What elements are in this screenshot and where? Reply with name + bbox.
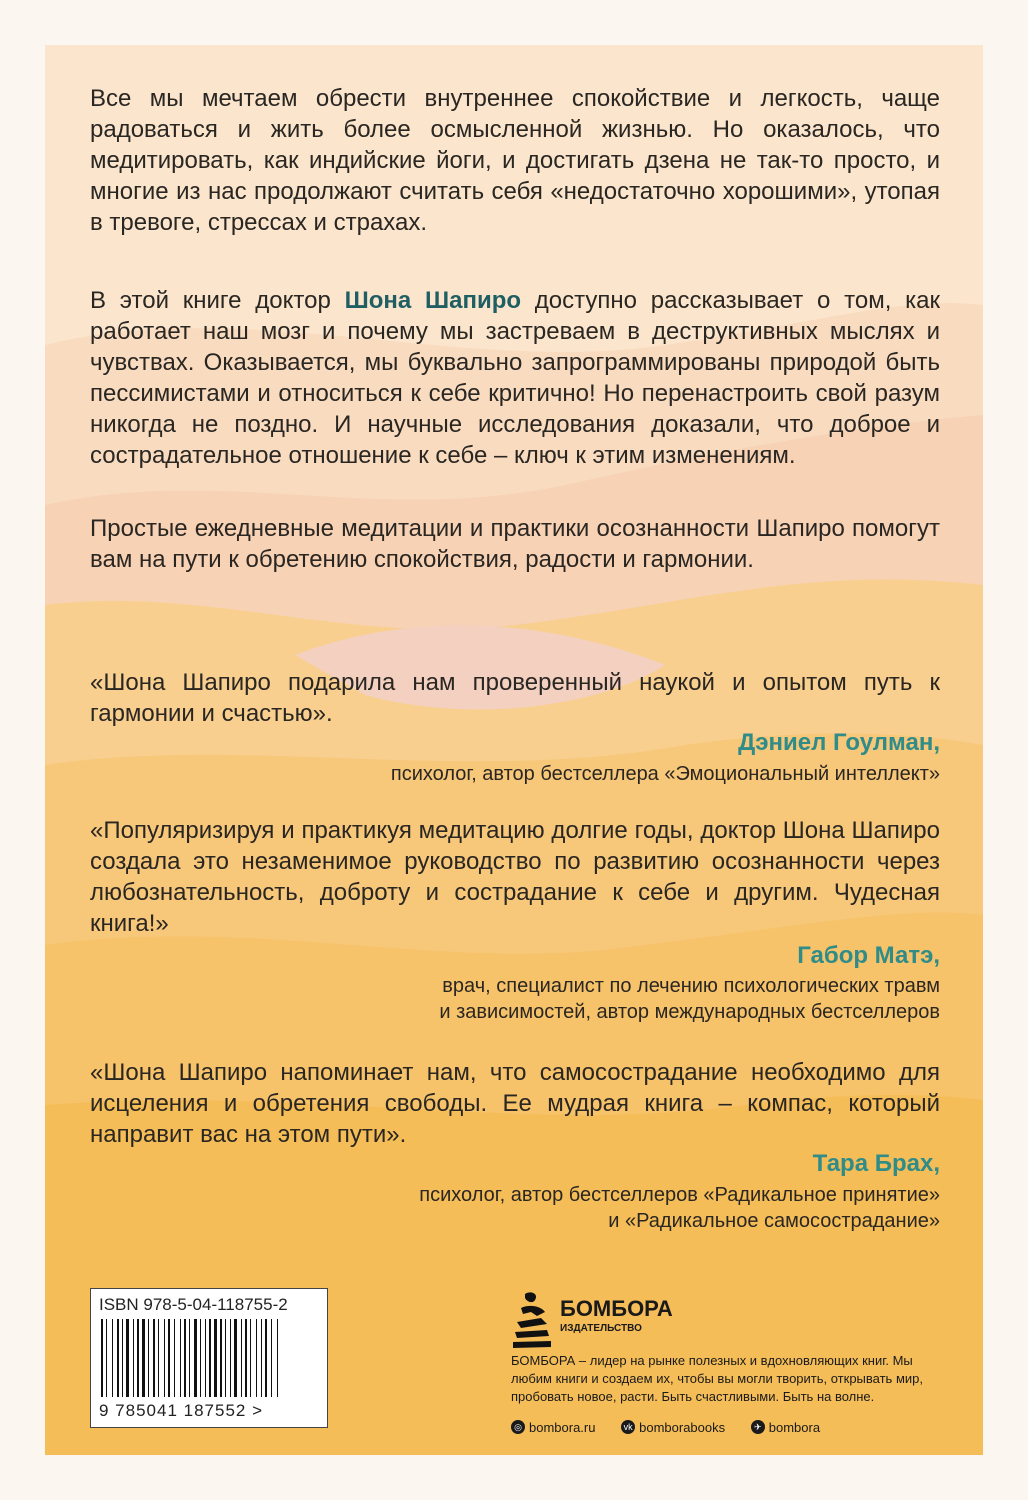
isbn-label: ISBN 978-5-04-118755-2 xyxy=(99,1295,288,1314)
publisher-socials xyxy=(511,1418,941,1435)
barcode-bar xyxy=(133,1319,134,1397)
barcode-bar xyxy=(214,1319,217,1397)
intro-p2-before: В этой книге доктор xyxy=(90,287,345,314)
review-quote-2: «Популяризируя и практикуя медитацию долгие годы, доктор Шона Шапиро создала это незаменимое руководство по развитию осознанности через любознательность, доброту и сострадание к себе и другим. Чудесная книга!» xyxy=(90,817,940,937)
intro-paragraph-2 xyxy=(90,285,940,471)
barcode-bar xyxy=(189,1319,190,1397)
barcode-bar xyxy=(256,1319,257,1397)
review-role-1: психолог, автор бестселлера «Эмоциональный интеллект» xyxy=(390,763,940,785)
intro-p2-after: доступно рассказывает о том, как работает наш мозг и почему мы застреваем в деструктивных мыслях и чувствах. Оказывается, мы буквально запрограммированы природой быть пессимистами и относиться к себе критично! Но перенастроить свой разум никогда не поздно. И научные исследования доказали, что доброе и сострадательное отношение к себе – ключ к этим изменениям. xyxy=(90,287,941,469)
barcode-bar xyxy=(180,1319,181,1397)
publisher-sub: ИЗДАТЕЛЬСТВО xyxy=(560,1323,642,1334)
vk-icon: vk xyxy=(621,1420,635,1434)
barcode-box xyxy=(90,1288,328,1428)
barcode-bar xyxy=(122,1319,123,1397)
review-author-1: Дэниел Гоулман, xyxy=(738,729,940,756)
barcode-bar xyxy=(142,1319,145,1397)
review-role-3b: и «Радикальное самосострадание» xyxy=(608,1210,940,1232)
barcode-digits: 9 785041 187552 > xyxy=(99,1401,264,1420)
barcode-bar xyxy=(168,1319,170,1397)
barcode-bar xyxy=(112,1319,113,1397)
social-website-label: bombora.ru xyxy=(529,1419,596,1435)
barcode-bars xyxy=(99,1319,319,1399)
barcode-bar xyxy=(225,1319,226,1397)
barcode-bar xyxy=(164,1319,165,1397)
globe-icon: ◎ xyxy=(511,1420,525,1434)
review-author-3: Тара Брах, xyxy=(812,1150,940,1177)
barcode-bar xyxy=(184,1319,186,1397)
barcode-bar xyxy=(148,1319,149,1397)
social-vk-label: bomborabooks xyxy=(639,1419,726,1435)
barcode-bar xyxy=(261,1319,262,1397)
telegram-icon: ✈ xyxy=(751,1420,765,1434)
barcode-bar xyxy=(174,1319,175,1397)
barcode-bar xyxy=(117,1319,119,1397)
barcode-bar xyxy=(250,1319,251,1397)
barcode-bar xyxy=(200,1319,201,1397)
author-name-highlight: Шона Шапиро xyxy=(344,287,522,314)
barcode-bar xyxy=(209,1319,211,1397)
review-quote-3: «Шона Шапиро напоминает нам, что самосострадание необходимо для исцеления и обретения свободы. Ее мудрая книга – компас, который направит вас на этом пути». xyxy=(90,1059,940,1148)
barcode-bar xyxy=(153,1319,155,1397)
barcode-bar xyxy=(230,1319,231,1397)
barcode-bar xyxy=(234,1319,237,1397)
social-website[interactable] xyxy=(511,1420,595,1435)
publisher-blurb: БОМБОРА – лидер на рынке полезных и вдохновляющих книг. Мы любим книги и создаем их, чтобы вы могли творить, открывать мир, пробовать новое, расти. Быть счастливыми. Быть на волне. xyxy=(511,1353,923,1404)
review-role-2b: и зависимостей, автор международных бестселлеров xyxy=(439,1001,940,1023)
review-author-2: Габор Матэ, xyxy=(797,942,940,969)
barcode-bar xyxy=(277,1319,278,1397)
review-role-2a: врач, специалист по лечению психологических травм xyxy=(442,975,940,997)
review-role-3a: психолог, автор бестселлеров «Радикальное принятие» xyxy=(419,1184,940,1206)
barcode-bar xyxy=(241,1319,242,1397)
social-telegram-label: bombora xyxy=(768,1419,821,1435)
barcode-bar xyxy=(271,1319,272,1397)
barcode-bar xyxy=(265,1319,267,1397)
barcode-bar xyxy=(205,1319,206,1397)
barcode-bar xyxy=(245,1319,247,1397)
barcode-bar xyxy=(158,1319,159,1397)
barcode-bar xyxy=(194,1319,197,1397)
intro-paragraph-1: Все мы мечтаем обрести внутреннее спокойствие и легкость, чаще радоваться и жить более осмысленной жизнью. Но оказалось, что медитировать, как индийские йоги, и достигать дзена не так-то просто, и многие из нас продолжают считать себя «недостаточно хорошими», утопая в тревоге, стрессах и страхах. xyxy=(90,85,940,236)
book-back-cover xyxy=(45,45,983,1455)
social-telegram[interactable] xyxy=(751,1420,820,1435)
barcode-bar xyxy=(126,1319,129,1397)
intro-paragraph-3: Простые ежедневные медитации и практики осознанности Шапиро помогут вам на пути к обретению спокойствия, радости и гармонии. xyxy=(90,515,940,573)
barcode-bar xyxy=(106,1319,107,1397)
barcode-bar xyxy=(137,1319,139,1397)
review-quote-1: «Шона Шапиро подарила нам проверенный наукой и опытом путь к гармонии и счастью». xyxy=(90,669,940,727)
publisher-name: БОМБОРА xyxy=(560,1296,673,1321)
social-vk[interactable] xyxy=(621,1420,725,1435)
barcode-bar xyxy=(101,1319,103,1397)
barcode-bar xyxy=(220,1319,222,1397)
publisher-logo-icon xyxy=(511,1290,553,1350)
